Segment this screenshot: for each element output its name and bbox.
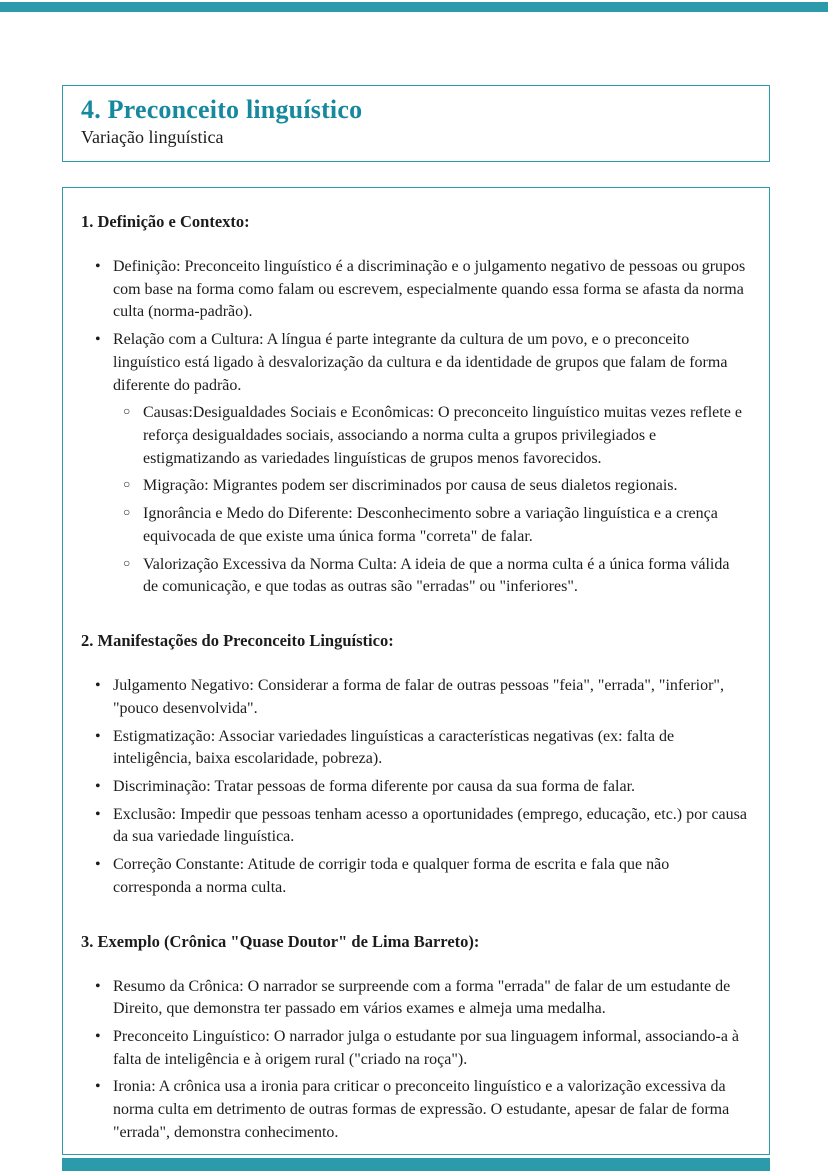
- page-title: 4. Preconceito linguístico: [81, 95, 363, 124]
- sub-list-item: ○ Migração: Migrantes podem ser discriminados por causa de seus dialetos regionais.: [113, 475, 747, 498]
- list-item: [81, 256, 747, 324]
- bullet-list: [81, 256, 747, 599]
- bullet-list: [81, 675, 747, 899]
- section-heading: 3. Exemplo (Crônica "Quase Doutor" de Lima Barreto):: [81, 931, 480, 951]
- sub-list-item: ○ Causas:Desigualdades Sociais e Econômicas: O preconceito linguístico muitas vezes reflete e reforça desigualdades sociais, associando a norma culta a grupos privilegiados e estigmatizando as variedades linguísticas de grupos menos favorecidos.: [113, 402, 747, 470]
- title-box: [62, 85, 770, 162]
- bullet-list: [81, 976, 747, 1145]
- sub-list-item: ○ Valorização Excessiva da Norma Culta: A ideia de que a norma culta é a única forma válida de comunicação, e que todas as outras são "erradas" ou "inferiores".: [113, 554, 747, 599]
- section-definicao-contexto: [81, 212, 747, 599]
- section-exemplo: [81, 932, 747, 1145]
- list-item: • Estigmatização: Associar variedades linguísticas a características negativas (ex: falta de inteligência, baixa escolaridade, pobreza).: [81, 726, 747, 771]
- list-item: [81, 329, 747, 599]
- list-item: • Resumo da Crônica: O narrador se surpreende com a forma "errada" de falar de um estudante de Direito, que demonstra ter passado em vários exames e almeja uma medalha.: [81, 976, 747, 1021]
- next-section-accent-bar: [62, 1158, 770, 1171]
- section-heading: 2. Manifestações do Preconceito Linguístico:: [81, 631, 394, 651]
- list-item: • Preconceito Linguístico: O narrador julga o estudante por sua linguagem informal, associando-a à falta de inteligência e à origem rural ("criado na roça").: [81, 1026, 747, 1071]
- sub-list-item: ○ Ignorância e Medo do Diferente: Desconhecimento sobre a variação linguística e a crença equivocada de que existe uma única forma "correta" de falar.: [113, 503, 747, 548]
- section-heading: 1. Definição e Contexto:: [81, 212, 250, 231]
- list-item-text: Relação com a Cultura: A língua é parte integrante da cultura de um povo, e o preconceito linguístico está ligado à desvalorização da cultura e da identidade de grupos que falam de forma diferente do padrão.: [113, 331, 728, 394]
- page-top-accent-bar: [0, 2, 828, 12]
- sub-bullet-list: [113, 402, 747, 599]
- list-item: • Correção Constante: Atitude de corrigir toda e qualquer forma de escrita e fala que não corresponda a norma culta.: [81, 854, 747, 899]
- section-manifestacoes: [81, 631, 747, 899]
- list-item: • Ironia: A crônica usa a ironia para criticar o preconceito linguístico e a valorização excessiva da norma culta em detrimento de outras formas de expressão. O estudante, apesar de falar de forma "errada", demonstra conhecimento.: [81, 1076, 747, 1144]
- page-subtitle: Variação linguística: [81, 127, 224, 147]
- list-item-text: Definição: Preconceito linguístico é a discriminação e o julgamento negativo de pessoas ou grupos com base na forma como falam ou escrevem, especialmente quando essa forma se afasta da norma culta (norma-padrão).: [113, 258, 746, 321]
- list-item: • Discriminação: Tratar pessoas de forma diferente por causa da sua forma de falar.: [81, 776, 747, 799]
- content-box: [62, 187, 770, 1155]
- list-item: • Julgamento Negativo: Considerar a forma de falar de outras pessoas "feia", "errada", "inferior", "pouco desenvolvida".: [81, 675, 747, 720]
- list-item: • Exclusão: Impedir que pessoas tenham acesso a oportunidades (emprego, educação, etc.) por causa da sua variedade linguística.: [81, 804, 747, 849]
